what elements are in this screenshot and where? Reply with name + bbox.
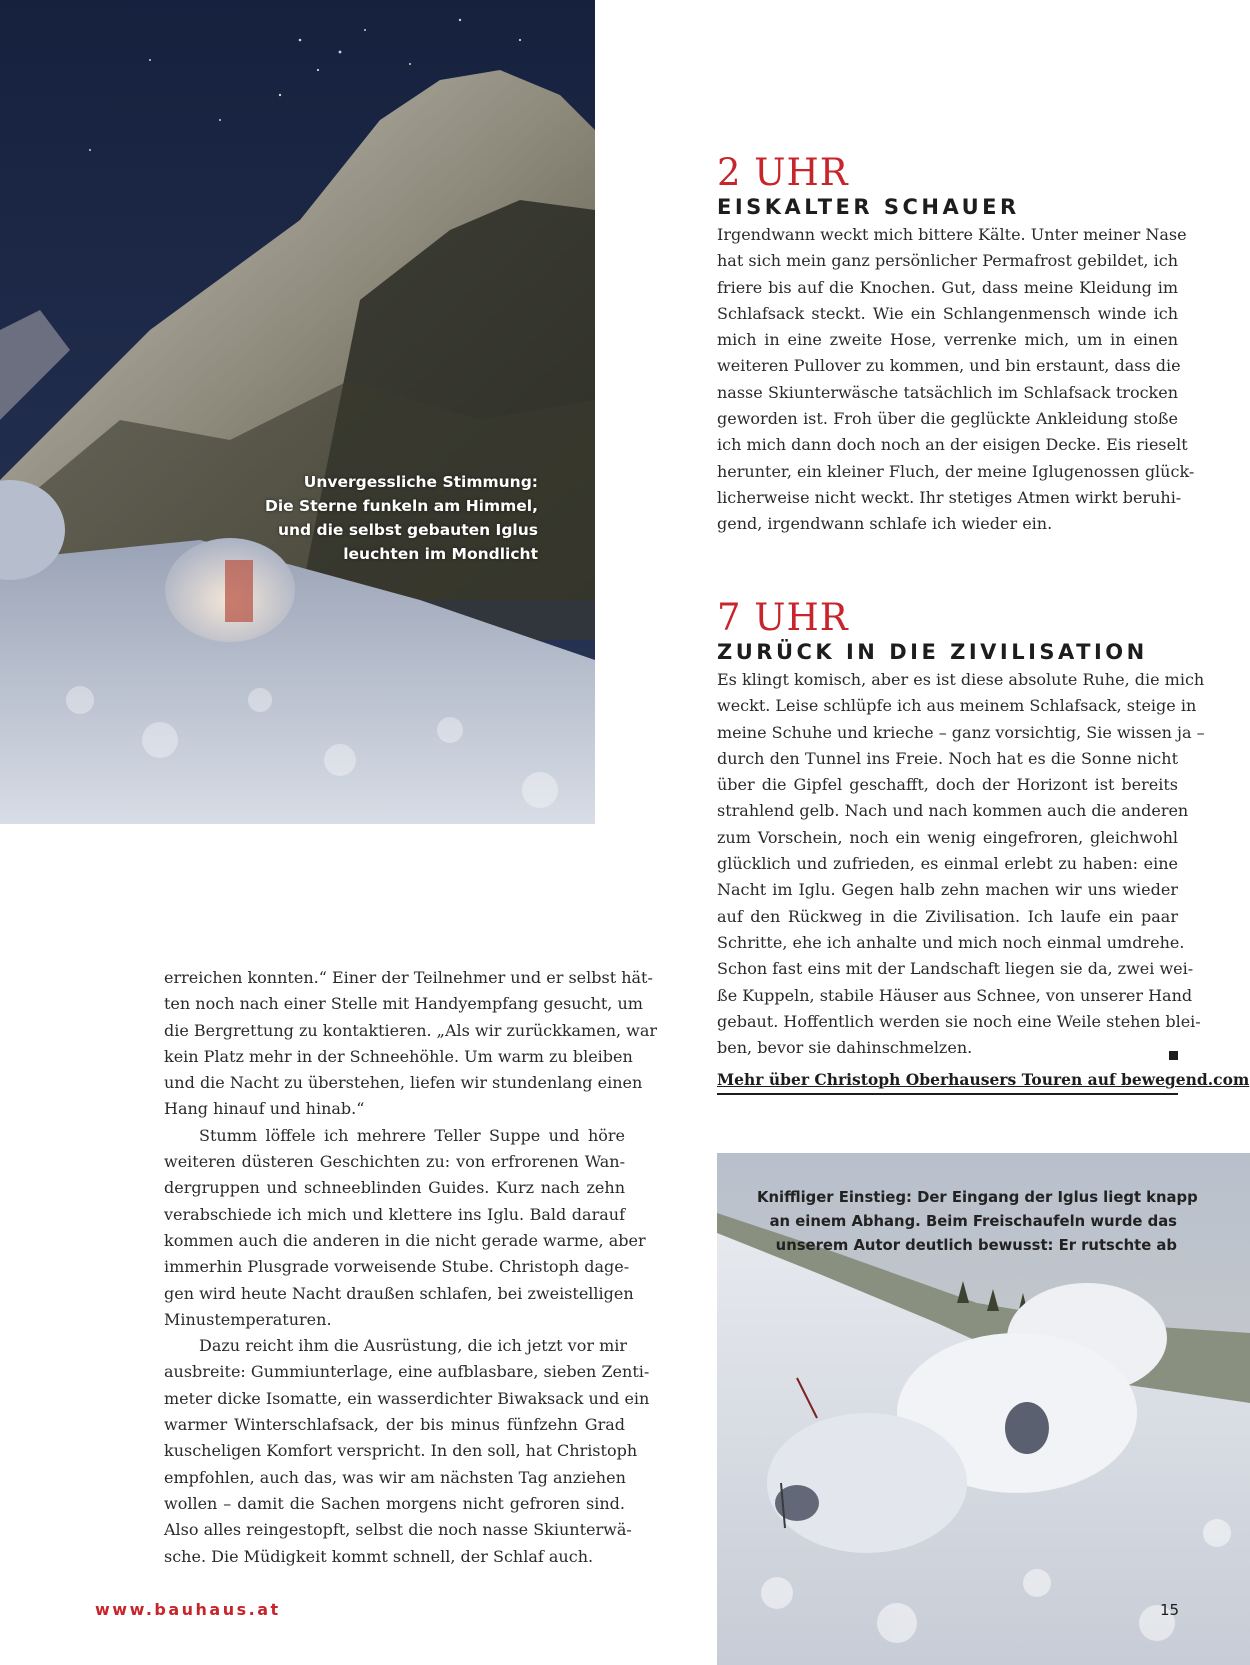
photo-caption-bottom (757, 1186, 1198, 1258)
night-mountain-image (0, 0, 595, 824)
left-column-text (164, 965, 658, 1570)
text-line: Hang hinauf und hinab.“ (164, 1099, 365, 1119)
text-line: Minustemperaturen. (164, 1309, 332, 1329)
text-line: geworden ist. Froh über die geglückte Ankleidung stoße (717, 409, 1178, 429)
section-body (717, 667, 1205, 1061)
paragraph (164, 965, 658, 1123)
caption-line: Die Sterne funkeln am Himmel, (264, 497, 538, 515)
text-line: glücklich und zufrieden, es einmal erlebt zu haben: eine (717, 854, 1178, 874)
text-line: Schlafsack steckt. Wie ein Schlangenmensch winde ich (717, 303, 1178, 323)
paragraph (164, 1333, 650, 1570)
text-line: wollen – damit die Sachen morgens nicht gefroren sind. (164, 1493, 625, 1513)
text-line: gend, irgendwann schlafe ich wieder ein. (717, 514, 1053, 534)
text-line: weiteren Pullover zu kommen, und bin erstaunt, dass die (717, 356, 1181, 376)
caption-line: leuchten im Mondlicht (343, 545, 538, 563)
text-line: dergruppen und schneeblinden Guides. Kurz nach zehn (164, 1178, 625, 1198)
text-line: nasse Skiunterwäsche tatsächlich im Schlafsack trocken (717, 382, 1178, 402)
section-hour: 7 UHR (717, 596, 849, 639)
text-line: Also alles reingestopft, selbst die noch nasse Skiunterwä- (164, 1520, 632, 1540)
text-line: und die Nacht zu überstehen, liefen wir stundenlang einen (164, 1073, 643, 1093)
caption-line: an einem Abhang. Beim Freischaufeln wurde das (769, 1213, 1177, 1230)
text-line: sche. Die Müdigkeit kommt schnell, der Schlaf auch. (164, 1546, 594, 1566)
caption-line: Kniffliger Einstieg: Der Eingang der Iglus liegt knapp (757, 1189, 1198, 1206)
photo-night-igloos (0, 0, 595, 824)
page-number: 15 (1160, 1601, 1180, 1619)
text-line: warmer Winterschlafsack, der bis minus fünfzehn Grad (164, 1415, 625, 1435)
text-line: kommen auch die anderen in die nicht gerade warme, aber (164, 1230, 646, 1250)
section-headline: ZURÜCK IN DIE ZIVILISATION (717, 640, 1148, 664)
text-line: durch den Tunnel ins Freie. Noch hat es die Sonne nicht (717, 748, 1178, 768)
text-line: Stumm löffele ich mehrere Teller Suppe und höre (199, 1125, 625, 1145)
text-line: friere bis auf die Knochen. Gut, dass meine Kleidung im (717, 277, 1178, 297)
text-line: licherweise nicht weckt. Ihr stetiges Atmen wirkt beruhi- (717, 487, 1182, 507)
text-line: Schon fast eins mit der Landschaft liegen sie da, zwei wei- (717, 959, 1194, 979)
text-line: die Bergrettung zu kontaktieren. „Als wir zurückkamen, war (164, 1020, 658, 1040)
more-info-link[interactable]: Mehr über Christoph Oberhausers Touren auf bewegend.com (717, 1069, 1178, 1095)
text-line: verabschiede ich mich und klettere ins Iglu. Bald darauf (164, 1204, 625, 1224)
text-line: gebaut. Hoffentlich werden sie noch eine Weile stehen blei- (717, 1011, 1201, 1031)
text-line: strahlend gelb. Nach und nach kommen auch die anderen (717, 801, 1189, 821)
photo-caption-top (238, 470, 538, 566)
text-line: Nacht im Iglu. Gegen halb zehn machen wir uns wieder (717, 880, 1178, 900)
text-line: kuscheligen Komfort verspricht. In den soll, hat Christoph (164, 1441, 638, 1461)
text-line: ich mich dann doch noch an der eisigen Decke. Eis rieselt (717, 435, 1188, 455)
text-line: Irgendwann weckt mich bittere Kälte. Unter meiner Nase (717, 225, 1187, 244)
text-line: ße Kuppeln, stabile Häuser aus Schnee, von unserer Hand (717, 985, 1193, 1005)
text-line: meter dicke Isomatte, ein wasserdichter Biwaksack und ein (164, 1388, 650, 1408)
text-line: weiteren düsteren Geschichten zu: von erfrorenen Wan- (164, 1152, 625, 1172)
photo-igloo-entrance (717, 1153, 1250, 1665)
text-line: meine Schuhe und krieche – ganz vorsichtig, Sie wissen ja – (717, 722, 1205, 742)
text-line: hat sich mein ganz persönlicher Permafrost gebildet, ich (717, 251, 1178, 271)
article-end-mark (1169, 1051, 1178, 1060)
text-line: ten noch nach einer Stelle mit Handyempfang gesucht, um (164, 994, 643, 1014)
section-2-uhr (717, 151, 1195, 538)
text-line: Dazu reicht ihm die Ausrüstung, die ich jetzt vor mir (199, 1336, 628, 1356)
text-line: Es klingt komisch, aber es ist diese absolute Ruhe, die mich (717, 670, 1205, 689)
text-line: zum Vorschein, noch ein wenig eingefroren, gleichwohl (717, 827, 1178, 847)
text-line: kein Platz mehr in der Schneehöhle. Um warm zu bleiben (164, 1046, 633, 1066)
text-line: auf den Rückweg in die Zivilisation. Ich laufe ein paar (717, 906, 1178, 926)
caption-line: Unvergessliche Stimmung: (303, 473, 538, 491)
caption-line: und die selbst gebauten Iglus (277, 521, 538, 539)
text-line: weckt. Leise schlüpfe ich aus meinem Schlafsack, steige in (717, 696, 1197, 716)
text-line: Schritte, ehe ich anhalte und mich noch einmal umdrehe. (717, 932, 1185, 952)
paragraph (164, 1123, 646, 1333)
text-line: erreichen konnten.“ Einer der Teilnehmer und er selbst hät- (164, 968, 653, 987)
text-line: gen wird heute Nacht draußen schlafen, bei zweistelligen (164, 1283, 634, 1303)
text-line: empfohlen, auch das, was wir am nächsten Tag anziehen (164, 1467, 626, 1487)
text-line: ausbreite: Gummiunterlage, eine aufblasbare, sieben Zenti- (164, 1362, 650, 1382)
section-body (717, 222, 1195, 538)
caption-line: unserem Autor deutlich bewusst: Er rutschte ab (775, 1237, 1177, 1254)
text-line: herunter, ein kleiner Fluch, der meine Iglugenossen glück- (717, 461, 1195, 481)
section-7-uhr (717, 596, 1205, 1061)
text-line: ben, bevor sie dahinschmelzen. (717, 1038, 973, 1058)
text-line: immerhin Plusgrade vorweisende Stube. Christoph dage- (164, 1257, 630, 1277)
text-line: mich in eine zweite Hose, verrenke mich, um in einen (717, 330, 1178, 350)
section-headline: EISKALTER SCHAUER (717, 195, 1020, 219)
text-line: über die Gipfel geschafft, doch der Horizont ist bereits (717, 775, 1178, 795)
footer-website-link[interactable]: www.bauhaus.at (95, 1600, 281, 1619)
section-hour: 2 UHR (717, 151, 849, 194)
